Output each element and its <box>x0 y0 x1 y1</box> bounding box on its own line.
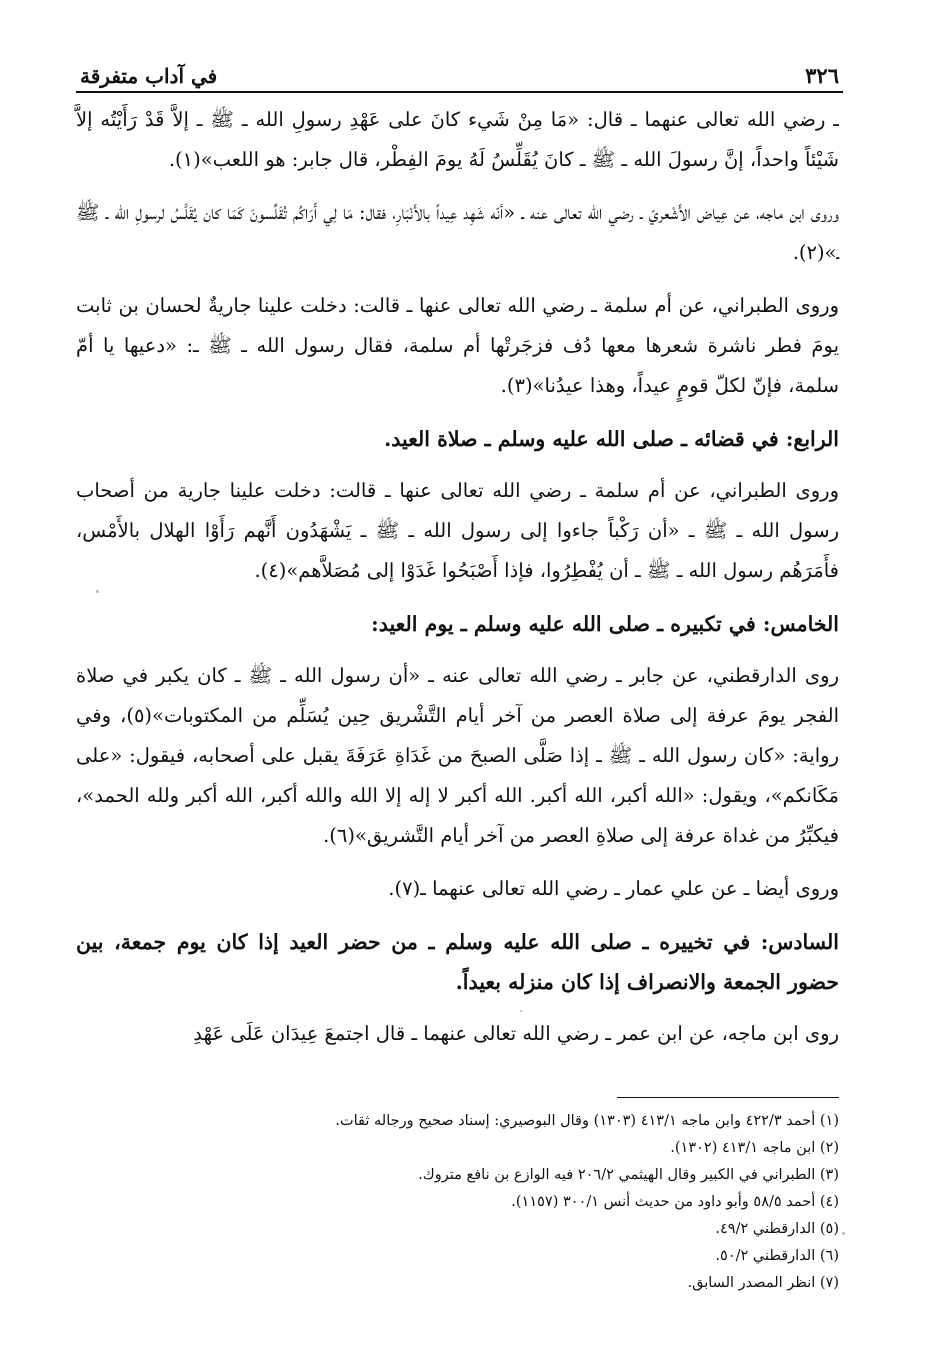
paragraph-7: روى ابن ماجه، عن ابن عمر ـ رضي الله تعالى عنهما ـ قال اجتمعَ عِيدَان عَلَى عَهْدِ <box>193 1022 839 1045</box>
footnote-5: (٥) الدارقطني ٤٩/٢. <box>715 1221 839 1237</box>
paragraph-4: وروى الطبراني، عن أم سلمة ـ رضي الله تعالى عنها ـ قالت: دخلت علينا جارية من أصحاب رسول الله ـ ﷺ ـ «أن رَكْباً جاءوا إلى رسول الله ـ ﷺ ـ يَشْهَدُون أَنَّهم رَأَوْا الهلال بالأَمْس، فأَمَرَهُم رسول الله ـ ﷺ ـ أن يُفْطِرُوا، فإذا أَصْبَحُوا غَدَوْا إلى مُصَلاَّهم»(٤). <box>76 479 839 582</box>
footnote-6: (٦) الدارقطني ٥٠/٢. <box>715 1248 839 1264</box>
paragraph-3: وروى الطبراني، عن أم سلمة ـ رضي الله تعالى عنها ـ قالت: دخلت علينا جاريةٌ لحسان بن ثابت يومَ فطر ناشرة شعرها معها دُف فزجَرتْها أم سلمة، فقال رسول الله ـ ﷺ ـ: «دعيها يا أمّ سلمة، فإنّ لكلّ قومٍ عيداً، وهذا عيدُنا»(٣). <box>76 294 839 397</box>
section-heading-5: الخامس: في تكبيره ـ صلى الله عليه وسلم ـ يوم العيد: <box>371 612 839 636</box>
paragraph-2: وروى ابن ماجه، عن عِياض الأَشْعريّ ـ رضي الله تعالى عنه ـ «أنّه شَهِد عِيداً بالأَنْبَارِ، فقال: مَا لِي أَرَاكُم تُقَلِّسونَ كَمَا كان يُقَلَّسُ لرسولِ الله ـ ﷺ ـ»(٢). <box>76 201 839 264</box>
footnote-2: (٢) ابن ماجه ٤١٣/١ (١٣٠٢). <box>670 1140 839 1156</box>
scan-speck <box>520 1010 522 1012</box>
main-text <box>76 100 839 1067</box>
running-title: في آداب متفرقة <box>80 64 218 88</box>
paragraph-6: وروى أيضا ـ عن علي عمار ـ رضي الله تعالى عنهما ـ(٧). <box>388 877 839 900</box>
scan-speck <box>842 1232 845 1235</box>
paragraph-5: روى الدارقطني، عن جابر ـ رضي الله تعالى عنه ـ «أن رسول الله ـ ﷺ ـ كان يكبر في صلاة الفجر يومَ عرفة إلى صلاة العصر من آخر أيام التَّشْريق حِين يُسَلِّم من المكتوبات»(٥)، وفي رواية: «كان رسول الله ـ ﷺ ـ إذا صَلَّى الصبحَ من غَدَاةِ عَرَفَةَ يقبل على أصحابه، فيقول: «على مَكَانكم»، ويقول: «الله أكبر، الله أكبر. الله أكبر لا إله إلا الله والله أكبر، الله أكبر ولله الحمد»، فيكبِّرُ من غداة عرفة إلى صلاةِ العصر من آخر أيام التَّشريق»(٦). <box>76 664 840 847</box>
footnote-3: (٣) الطبراني في الكبير وقال الهيثمي ٢٠٦/٢ فيه الوازع بن نافع متروك. <box>418 1167 839 1183</box>
page-number: ٣٢٦ <box>805 63 839 88</box>
footnote-1: (١) أحمد ٤٢٢/٣ وابن ماجه ٤١٣/١ (١٣٠٣) وقال البوصيري: إسناد صحيح ورجاله ثقات. <box>335 1113 839 1129</box>
running-header <box>80 54 839 88</box>
footnote-7: (٧) انظر المصدر السابق. <box>687 1275 839 1291</box>
header-rule <box>76 91 843 93</box>
section-heading-4: الرابع: في قضائه ـ صلى الله عليه وسلم ـ صلاة العيد. <box>384 427 839 451</box>
paragraph-1: ـ رضي الله تعالى عنهما ـ قال: «مَا مِنْ شَيء كانَ على عَهْدِ رسولِ الله ـ ﷺ ـ إلاَّ قَدْ رَأَيْتُه إلاَّ شَيْئاً واحداً، إنَّ رسولَ الله ـ ﷺ ـ كانَ يُقَلِّسُ لَهُ يومَ الفِطْر، قال جابر: هو اللعب»(١). <box>76 108 839 171</box>
section-heading-6: السادس: في تخييره ـ صلى الله عليه وسلم ـ من حضر العيد إذا كان يوم جمعة، بين حضور الجمعة والانصراف إذا كان منزله بعيداً. <box>76 930 839 994</box>
footnotes <box>76 1108 839 1297</box>
footnote-rule <box>617 1097 839 1098</box>
footnote-4: (٤) أحمد ٥٨/٥ وأبو داود من حديث أنس ٣٠٠/١ (١١٥٧). <box>511 1194 839 1210</box>
scan-speck <box>96 590 99 593</box>
